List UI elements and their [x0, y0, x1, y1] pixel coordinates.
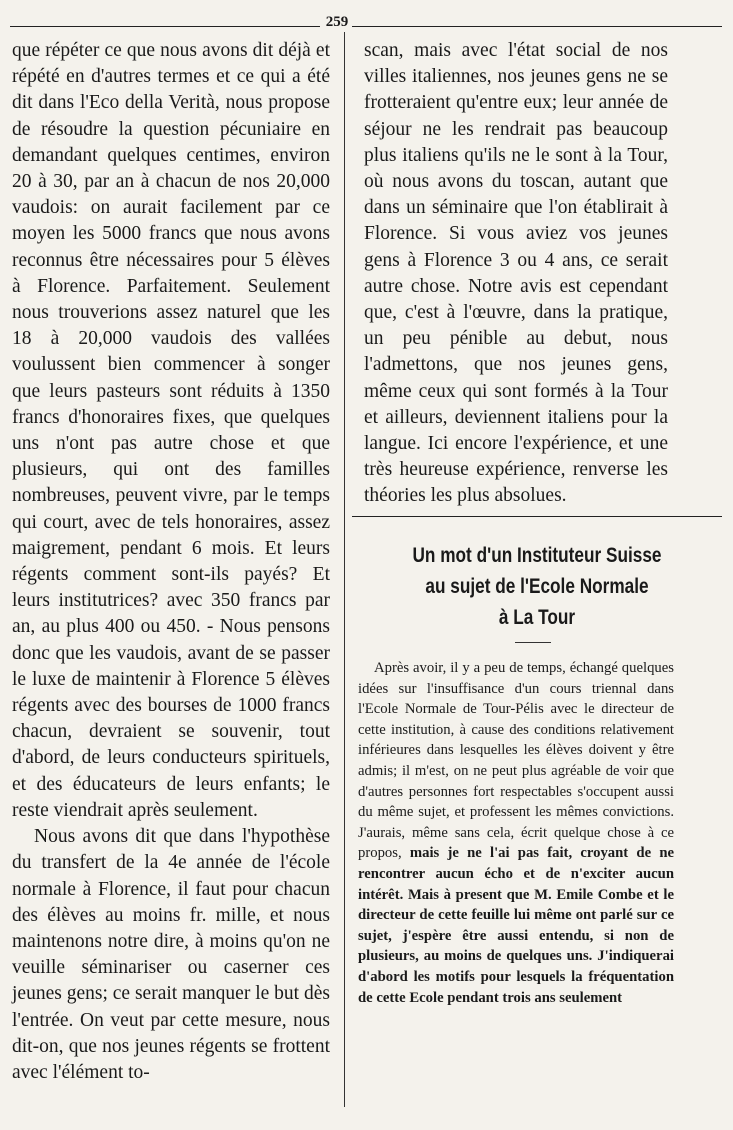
- article-title: [385, 540, 688, 633]
- right-column-top: [364, 38, 668, 510]
- article-title-line-2: au sujet de l'Ecole Normale: [425, 575, 649, 598]
- column-divider: [344, 32, 345, 1107]
- left-paragraph-1: que répéter ce que nous avons dit déjà et répété en d'autres termes et ce qui a été dit dans l'Eco della Verità, nous propose de résoudre la question pécuniaire en demandant quelques centimes, environ 20 à 30, par an à chacun de nos 20,000 vaudois: on aurait facilement par ce moyen les 5000 francs que nous avons reconnus être nécessaires pour 5 élèves à Florence. Parfaitement. Seulement nous trouverions assez naturel que les 18 à 20,000 vaudois des vallées voulussent bien commencer à songer que leurs pasteurs sont réduits à 1350 francs d'honoraires fixes, que quelques uns n'ont pas autre chose et que plusieurs, qui ont des familles nombreuses, peuvent vivre, par le temps qui court, avec de tels honoraires, assez maigrement, pendant 6 mois. Et leurs régents comment sont-ils payés? Et leurs institutrices? avec 350 francs par an, au plus 400 ou 450. - Nous pensons donc que les vaudois, avant de se passer le luxe de maintenir à Florence 5 élèves régents avec des bourses de 1000 francs chacun, devraient se souvenir, tout d'abord, de leurs conducteurs spirituels, et des éducateurs de leurs enfants; le reste viendrait après seulement.: [12, 40, 330, 821]
- left-column: [12, 38, 330, 1086]
- right-paragraph-1: scan, mais avec l'état social de nos villes italiennes, nos jeunes gens ne se frotteraient qu'entre eux; leur année de séjour ne les rendrait pas beaucoup plus italiens qu'ils ne le sont à la Tour, où nous avons du toscan, autant que dans un séminaire que l'on établirait à Florence. Si vous aviez vos jeunes gens à Florence 3 ou 4 ans, ce serait autre chose. Notre avis est cependant que, c'est à l'œuvre, dans la pratique, un peu pénible au debut, nous l'admettons, que nos jeunes gens, même ceux qui sont formés à la Tour et ailleurs, deviennent italiens pour la langue. Ici encore l'expérience, et une très heureuse expérience, renverse les théories les plus absolues.: [364, 40, 668, 507]
- left-paragraph-2: Nous avons dit que dans l'hypothèse du transfert de la 4e année de l'école normale à Florence, il faut pour chacun des élèves au moins fr. mille, et nous maintenons notre dire, à moins qu'on ne veuille séminariser ou caserner ces jeunes gens; ce serait manquer le but dès l'entrée. On veut par cette mesure, nous dit-on, que nos jeunes régents se frottent avec l'élément to-: [12, 826, 330, 1083]
- article-text-bold: mais je ne l'ai pas fait, croyant de ne rencontrer aucun écho et de n'exciter aucun intérêt. Mais à present que M. Emile Combe et le directeur de cette feuille lui même ont parlé sur ce sujet, j'espère être aussi entendu, si non de plusieurs, au moins de quelques uns. J'indiquerai d'abord les motifs pour lesquels la fréquentation de cette Ecole pendant trois ans seulement: [358, 845, 675, 1006]
- title-dash: [515, 642, 551, 643]
- article-title-line-3: à La Tour: [498, 606, 576, 629]
- article-paragraph: [358, 658, 674, 1008]
- article-title-line-1: Un mot d'un Instituteur Suisse: [412, 544, 662, 567]
- article-body: [358, 658, 674, 1008]
- article-text-regular: Après avoir, il y a peu de temps, échangé quelques idées sur l'insuffisance d'un cours triennal dans l'Ecole Normale de Tour-Pélis avec le directeur de cette institution, à cause des conditions relativement inférieures dans lesquelles les élèves doivent y être admis; il m'est, on ne peut plus agréable de voir que d'autres personnes fort respectables s'occupent aussi du même sujet, et professent les mêmes convictions. J'aurais, même sans cela, écrit quelque chose à ce propos,: [358, 660, 674, 862]
- header-rule-right: [352, 26, 722, 27]
- page-number: 259: [325, 14, 349, 30]
- section-divider: [352, 516, 722, 517]
- header-rule-left: [10, 26, 320, 27]
